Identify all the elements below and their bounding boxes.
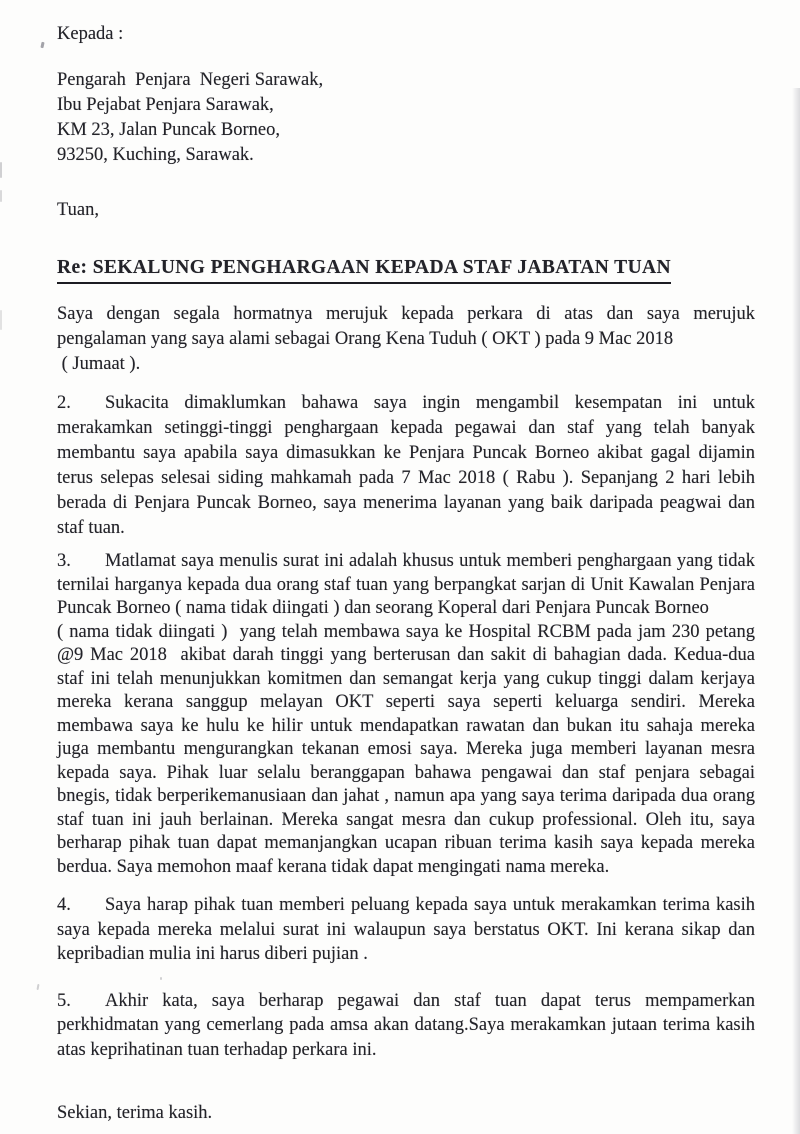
address-line: 93250, Kuching, Sarawak. xyxy=(57,145,254,165)
paragraph-5 xyxy=(57,989,755,1063)
text-line: berharap pihak tuan dapat memanjangkan ucapan ribuan terima kasih saya kepada mereka xyxy=(57,833,755,853)
text-line: membawa saya ke hulu ke hilir untuk mendapatkan rawatan dan bukan itu sahaja mereka xyxy=(57,715,755,736)
scan-speck xyxy=(0,162,2,178)
paragraph-3 xyxy=(57,550,755,879)
scan-edge-shadow xyxy=(792,88,800,1134)
text-line: Saya dengan segala hormatnya merujuk kepada perkara di atas dan saya merujuk xyxy=(57,304,755,324)
subject-row xyxy=(57,255,755,284)
text-line: 4. Saya harap pihak tuan memberi peluang kepada saya untuk merakamkan terima kasih xyxy=(57,893,755,918)
address-line: KM 23, Jalan Puncak Borneo, xyxy=(57,120,280,140)
text-line: 2. Sukacita dimaklumkan bahawa saya ingin mengambil kesempatan ini untuk xyxy=(57,391,755,416)
text-line: mereka kerana sanggup melayan OKT seperti saya seperti keluarga sendiri. Mereka xyxy=(57,692,755,712)
text-line: perkhidmatan yang cemerlang pada amsa akan datang.Saya merakamkan jutaan terima kasih xyxy=(57,1015,755,1035)
paragraph-2 xyxy=(57,391,755,541)
text-line: atas keprihatinan tuan terhadap perkara ini. xyxy=(57,1039,377,1060)
paragraph-4 xyxy=(57,893,755,967)
text-line: ( nama tidak diingati ) yang telah membawa saya ke Hospital RCBM pada jam 230 petang xyxy=(57,621,755,642)
text-line: kepribadian mulia ini harus diberi pujian . xyxy=(57,944,368,964)
closing-sekian: Sekian, terima kasih. xyxy=(57,1103,213,1123)
paragraph-number: 4. xyxy=(57,895,71,915)
text-line: kepada saya. Pihak luar selalu beranggapan bahawa pengawai dan staf penjara sebagai xyxy=(57,762,755,783)
text-line: Puncak Borneo ( nama tidak diingati ) dan seorang Koperal dari Penjara Puncak Borneo xyxy=(57,598,709,618)
text-line: @9 Mac 2018 akibat darah tinggi yang berterusan dan sakit di bahagian dada. Kedua-dua xyxy=(57,645,755,665)
text-line: staf tuan. xyxy=(57,518,125,538)
scan-speck xyxy=(0,190,2,202)
text-line: staf ini telah menunjukkan komitmen dan semangat kerja yang cukup tinggi dalam kerjaya xyxy=(57,668,755,689)
paragraph-number: 5. xyxy=(57,990,71,1011)
text-line: merakamkan setinggi-tinggi penghargaan kepada pegawai dan staf yang telah banyak xyxy=(57,418,755,438)
text-line: berdua. Saya memohon maaf kerana tidak dapat mengingati nama mereka. xyxy=(57,856,610,877)
paragraph-number: 2. xyxy=(57,393,71,413)
greeting-tuan: Tuan, xyxy=(57,200,99,220)
text-line: bnegis, tidak berperikemanusiaan dan jahat , namun apa yang saya terima daripada dua orang xyxy=(57,786,755,806)
text-line: ( Jumaat ). xyxy=(57,354,141,374)
scan-speck xyxy=(0,310,2,330)
address-line: Ibu Pejabat Penjara Sarawak, xyxy=(57,95,274,115)
text-line: juga membantu mengurangkan tekanan emosi saya. Mereka juga memberi layanan mesra xyxy=(57,739,755,759)
text-line: terus selepas selesai siding mahkamah pada 7 Mac 2018 ( Rabu ). Sepanjang 2 hari lebih xyxy=(57,468,755,488)
text-line: 5. Akhir kata, saya berharap pegawai dan staf tuan dapat terus mempamerkan xyxy=(57,989,755,1014)
salutation-kepada: Kepada : xyxy=(57,24,124,44)
text-line: ternilai harganya kepada dua orang staf tuan yang berpangkat sarjan di Unit Kawalan Penjara xyxy=(57,574,755,595)
text-line: membantu saya apabila saya dimasukkan ke Penjara Puncak Borneo akibat gagal dijamin xyxy=(57,443,755,463)
subject-line: Re: SEKALUNG PENGHARGAAN KEPADA STAF JABATAN TUAN xyxy=(57,255,671,284)
paragraph-1 xyxy=(57,302,755,377)
text-line: staf tuan ini jauh berlainan. Mereka sangat mesra dan cukup professional. Oleh itu, saya xyxy=(57,809,755,830)
text-line: saya kepada mereka melalui surat ini walaupun saya berstatus OKT. Ini kerana sikap dan xyxy=(57,919,755,940)
address-line: Pengarah Penjara Negeri Sarawak, xyxy=(57,70,324,90)
scan-speck xyxy=(160,977,162,980)
paragraph-number: 3. xyxy=(57,551,71,571)
recipient-address xyxy=(57,68,755,168)
text-line: berada di Penjara Puncak Borneo, saya menerima layanan yang baik daripada peagwai dan xyxy=(57,493,755,513)
text-line: pengalaman yang saya alami sebagai Orang Kena Tuduh ( OKT ) pada 9 Mac 2018 xyxy=(57,329,674,349)
text-line: 3. Matlamat saya menulis surat ini adalah khusus untuk memberi penghargaan yang tidak xyxy=(57,550,755,574)
